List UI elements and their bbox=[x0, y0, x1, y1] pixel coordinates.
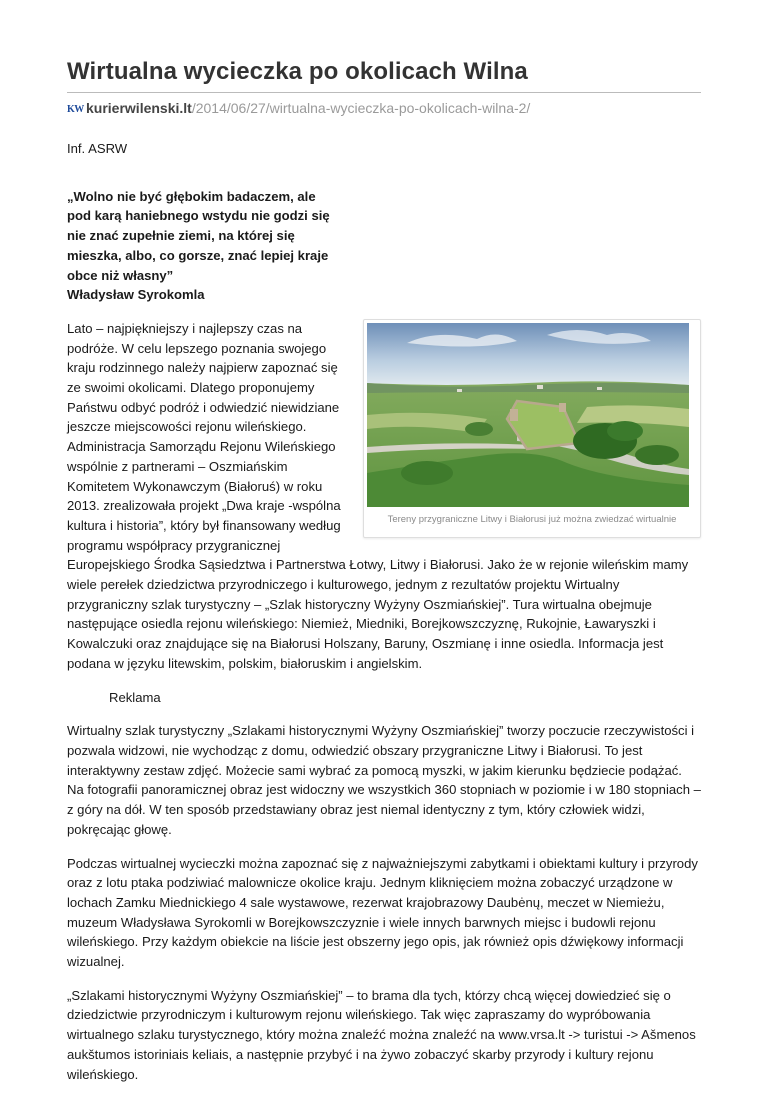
photo-caption: Tereny przygraniczne Litwy i Białorusi już można zwiedzać wirtualnie bbox=[387, 513, 677, 525]
quote-line: mieszka, albo, co gorsze, znać lepiej kraje bbox=[67, 247, 329, 263]
quote-line: pod karą haniebnego wstydu nie godzi się bbox=[67, 208, 330, 224]
body-paragraph: Lato – najpiękniejszy i najlepszy czas na podróże. W celu lepszego poznania swojego kraju rodzinnego należy najpierw zapoznać się ze swoimi okolicami. Dlatego proponujemy Państwu odbyć podróż i odwiedzić niewidziane jeszcze miejscowości rejonu wileńskiego. Administracja Samorządu Rejonu Wileńskiego wspólnie z partnerami – Oszmiańskim Komitetem Wykonawczym (Białoruś) w roku 2013. zrealizowała projekt „Dwa kraje -wspólna kultura i historia”, który był finansowany według programu współpracy przygranicznej Europejskiego Środka Sąsiedztwa i Partnerstwa Łotwy, Litwy i Białorusi. Jako że w rejonie wileńskim mamy wiele perełek dziedzictwa przyrodniczego i kulturowego, jednym z rezultatów projektu Wirtualny przygraniczny szlak turystyczny – „Szlak historyczny Wyżyny Oszmiańskiej”. Tura wirtualna obejmuje następujące osiedla rejonu wileńskiego: Niemież, Miedniki, Borejkowszczyznę, Rukojnie, Ławaryszki i Kowalczuki oraz znajdujące się na Białorusi Holszany, Baruny, Oszmianę i inne osiedla. Informacja jest podana w języku litewskim, polskim, białoruskim i angielskim. bbox=[67, 320, 689, 671]
epigraph-quote bbox=[67, 187, 357, 305]
quote-line: obce niż własny” bbox=[67, 267, 174, 283]
article bbox=[67, 0, 701, 1098]
source-domain-link[interactable]: kurierwilenski.lt bbox=[86, 100, 192, 116]
ad-label: Reklama bbox=[109, 689, 161, 705]
aerial-photo-image bbox=[367, 323, 689, 507]
quote-line: „Wolno nie być głębokim badaczem, ale bbox=[67, 188, 316, 204]
kurier-wilenski-logo-icon: KW bbox=[67, 104, 84, 115]
source-path-link[interactable]: /2014/06/27/wirtualna-wycieczka-po-okolicach-wilna-2/ bbox=[191, 100, 531, 116]
body-paragraph: „Szlakami historycznymi Wyżyny Oszmiańskiej” – to brama dla tych, którzy chcą więcej dowiedzieć się o dziedzictwie przyrodniczym i kulturowym rejonu wileńskiego. Tak więc zapraszamy do wypróbowania wirtualnego szlaku turystycznego, który można znaleźć można znaleźć na www.vrsa.lt -> turistui -> Ašmenos aukštumos istoriniais keliais, a następnie przybyć i na żywo zobaczyć skarby przyrody i kultury rejonu wileńskiego. bbox=[67, 987, 696, 1082]
title-divider bbox=[67, 92, 701, 93]
body-paragraph: Podczas wirtualnej wycieczki można zapoznać się z najważniejszymi zabytkami i obiektami kultury i przyrody oraz z lotu ptaka podziwiać malownicze okolice kraju. Jednym kliknięciem można zobaczyć urządzone w lochach Zamku Miednickiego 4 sale wystawowe, rezerwat krajobrazowy Daubėnų, meczet w Niemieżu, muzeum Władysława Syrokomli w Borejkowszczyznie i wiele innych barwnych miejsc i budowli rejonu wileńskiego. Przy każdym obiekcie na liście jest obszerny jego opis, jak również opis dźwiękowy informacji wizualnej. bbox=[67, 855, 698, 970]
source-line bbox=[67, 99, 701, 119]
article-title: Wirtualna wycieczka po okolicach Wilna bbox=[67, 58, 528, 85]
article-figure bbox=[363, 319, 701, 538]
quote-author: Władysław Syrokomla bbox=[67, 287, 205, 303]
body-paragraph: Wirtualny szlak turystyczny „Szlakami historycznymi Wyżyny Oszmiańskiej” tworzy poczucie rzeczywistości i pozwala widzowi, nie wychodząc z domu, odwiedzić obszary przygraniczne Litwy i Białorusi. To jest interaktywny zestaw zdjęć. Możecie sami wybrać za pomocą myszki, w jakim kierunku będziecie podążać. Na fotografii panoramicznej obraz jest widoczny we wszystkich 360 stopniach w poziomie i w 180 stopniach – z góry na dół. W ten sposób przedstawiany obraz jest niemal identyczny z tym, który człowiek widzi, pokręcając głowę. bbox=[67, 723, 701, 837]
quote-line: nie znać zupełnie ziemi, na której się bbox=[67, 228, 295, 244]
photo-card bbox=[363, 319, 701, 538]
info-line: Inf. ASRW bbox=[67, 141, 128, 156]
article-body bbox=[67, 319, 701, 1084]
